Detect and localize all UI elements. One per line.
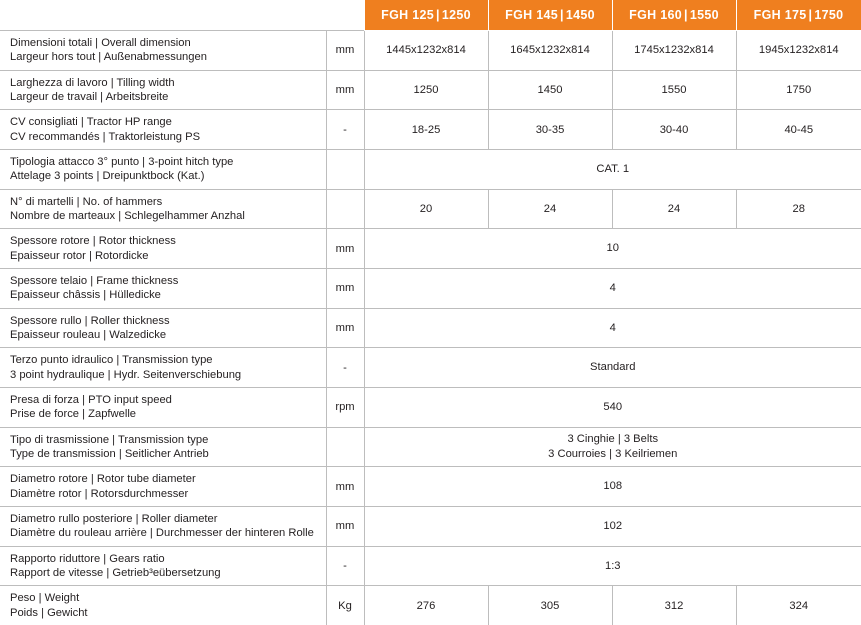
header-model-2 [488,0,612,31]
row-label [0,506,326,546]
row-unit: Kg [326,586,364,625]
row-unit: mm [326,268,364,308]
row-unit: rpm [326,387,364,427]
row-label-line1: Diametro rotore | Rotor tube diameter [10,472,326,486]
table-row [0,586,861,625]
header-model-3 [612,0,736,31]
row-unit: mm [326,467,364,507]
row-label-line2: 3 point hydraulique | Hydr. Seitenverschiebung [10,368,326,382]
row-value-line: 1:3 [365,559,861,574]
row-label-line1: N° di martelli | No. of hammers [10,195,326,209]
header-blank-label [0,0,326,31]
row-label-line1: Diametro rullo posteriore | Roller diameter [10,512,326,526]
row-unit: - [326,348,364,388]
row-label-line2: Type de transmission | Seitlicher Antrieb [10,447,326,461]
row-label [0,427,326,467]
row-value-4: 1750 [736,70,861,110]
row-label-line2: Epaisseur rouleau | Walzedicke [10,328,326,342]
table-row [0,31,861,71]
row-unit: mm [326,70,364,110]
row-value-line: 3 Courroies | 3 Keilriemen [365,447,861,462]
row-value-1: 276 [364,586,488,625]
table-row [0,387,861,427]
table-row [0,149,861,189]
row-label-line1: Tipologia attacco 3° punto | 3-point hitch type [10,155,326,169]
header-model-1 [364,0,488,31]
row-value-2: 305 [488,586,612,625]
table-row [0,70,861,110]
table-row [0,189,861,229]
header-blank-unit [326,0,364,31]
header-model-2-sep: | [558,8,566,22]
row-label-line2: Rapport de vitesse | Getrieb³eübersetzung [10,566,326,580]
row-label-line2: Epaisseur rotor | Rotordicke [10,249,326,263]
row-label [0,149,326,189]
row-value-line: 10 [365,241,861,256]
row-unit: mm [326,31,364,71]
table-row [0,110,861,150]
header-row [0,0,861,31]
header-model-4-sep: | [807,8,815,22]
row-label-line1: CV consigliati | Tractor HP range [10,115,326,129]
header-model-2-size: 1450 [566,8,595,22]
row-label [0,70,326,110]
row-value-merged [364,149,861,189]
row-value-merged [364,387,861,427]
row-value-merged [364,308,861,348]
row-value-1: 1250 [364,70,488,110]
row-label-line1: Peso | Weight [10,591,326,605]
header-model-3-code: FGH 160 [629,8,682,22]
row-label [0,268,326,308]
table-row [0,308,861,348]
row-label-line2: Attelage 3 points | Dreipunktbock (Kat.) [10,169,326,183]
row-label [0,387,326,427]
row-unit: - [326,110,364,150]
row-unit [326,427,364,467]
header-model-3-sep: | [682,8,690,22]
row-label-line1: Dimensioni totali | Overall dimension [10,36,326,50]
row-label-line2: Largeur de travail | Arbeitsbreite [10,90,326,104]
row-value-merged [364,229,861,269]
header-model-4-size: 1750 [814,8,843,22]
row-label-line1: Spessore rotore | Rotor thickness [10,234,326,248]
row-value-line: 3 Cinghie | 3 Belts [365,432,861,447]
row-label [0,110,326,150]
row-unit: mm [326,506,364,546]
row-label-line2: Largeur hors tout | Außenabmessungen [10,50,326,64]
header-model-1-code: FGH 125 [381,8,434,22]
row-value-line: 4 [365,321,861,336]
table-row [0,546,861,586]
row-value-line: Standard [365,360,861,375]
row-value-line: 108 [365,479,861,494]
row-label [0,189,326,229]
row-value-line: 540 [365,400,861,415]
row-label-line1: Larghezza di lavoro | Tilling width [10,76,326,90]
row-value-3: 30-40 [612,110,736,150]
row-value-1: 1445x1232x814 [364,31,488,71]
row-value-merged [364,427,861,467]
row-value-4: 28 [736,189,861,229]
row-value-merged [364,467,861,507]
table-header [0,0,861,31]
row-value-1: 18-25 [364,110,488,150]
row-value-1: 20 [364,189,488,229]
row-label-line2: Poids | Gewicht [10,606,326,620]
header-model-4-code: FGH 175 [754,8,807,22]
header-model-2-code: FGH 145 [505,8,558,22]
table-row [0,467,861,507]
row-label-line2: Diamètre du rouleau arrière | Durchmesser der hinteren Rolle [10,526,326,540]
row-label [0,546,326,586]
row-label-line1: Terzo punto idraulico | Transmission type [10,353,326,367]
table-body [0,31,861,625]
row-value-3: 1550 [612,70,736,110]
header-model-1-sep: | [434,8,442,22]
row-value-3: 24 [612,189,736,229]
table-row [0,506,861,546]
row-value-merged [364,546,861,586]
row-label-line2: Prise de force | Zapfwelle [10,407,326,421]
row-unit [326,149,364,189]
header-model-4 [736,0,861,31]
row-label-line1: Spessore rullo | Roller thickness [10,314,326,328]
row-label-line2: CV recommandés | Traktorleistung PS [10,130,326,144]
table-row [0,348,861,388]
table-row [0,229,861,269]
row-label-line2: Nombre de marteaux | Schlegelhammer Anzhal [10,209,326,223]
row-value-2: 1645x1232x814 [488,31,612,71]
table-row [0,427,861,467]
row-label-line1: Presa di forza | PTO input speed [10,393,326,407]
row-value-merged [364,348,861,388]
row-value-4: 40-45 [736,110,861,150]
row-value-3: 312 [612,586,736,625]
row-value-merged [364,268,861,308]
row-value-line: 4 [365,281,861,296]
row-label-line2: Diamètre rotor | Rotorsdurchmesser [10,487,326,501]
row-label-line1: Tipo di trasmissione | Transmission type [10,433,326,447]
table-row [0,268,861,308]
header-model-3-size: 1550 [690,8,719,22]
row-unit [326,189,364,229]
row-label-line1: Rapporto riduttore | Gears ratio [10,552,326,566]
row-label-line2: Epaisseur châssis | Hülledicke [10,288,326,302]
row-value-line: CAT. 1 [365,162,861,177]
row-unit: - [326,546,364,586]
row-value-merged [364,506,861,546]
row-label [0,31,326,71]
row-value-2: 24 [488,189,612,229]
row-label [0,348,326,388]
row-label [0,586,326,625]
row-label [0,229,326,269]
row-label-line1: Spessore telaio | Frame thickness [10,274,326,288]
row-value-2: 1450 [488,70,612,110]
row-unit: mm [326,229,364,269]
row-value-3: 1745x1232x814 [612,31,736,71]
row-value-line: 102 [365,519,861,534]
row-value-4: 1945x1232x814 [736,31,861,71]
row-label [0,467,326,507]
row-unit: mm [326,308,364,348]
row-label [0,308,326,348]
row-value-4: 324 [736,586,861,625]
row-value-2: 30-35 [488,110,612,150]
header-model-1-size: 1250 [442,8,471,22]
